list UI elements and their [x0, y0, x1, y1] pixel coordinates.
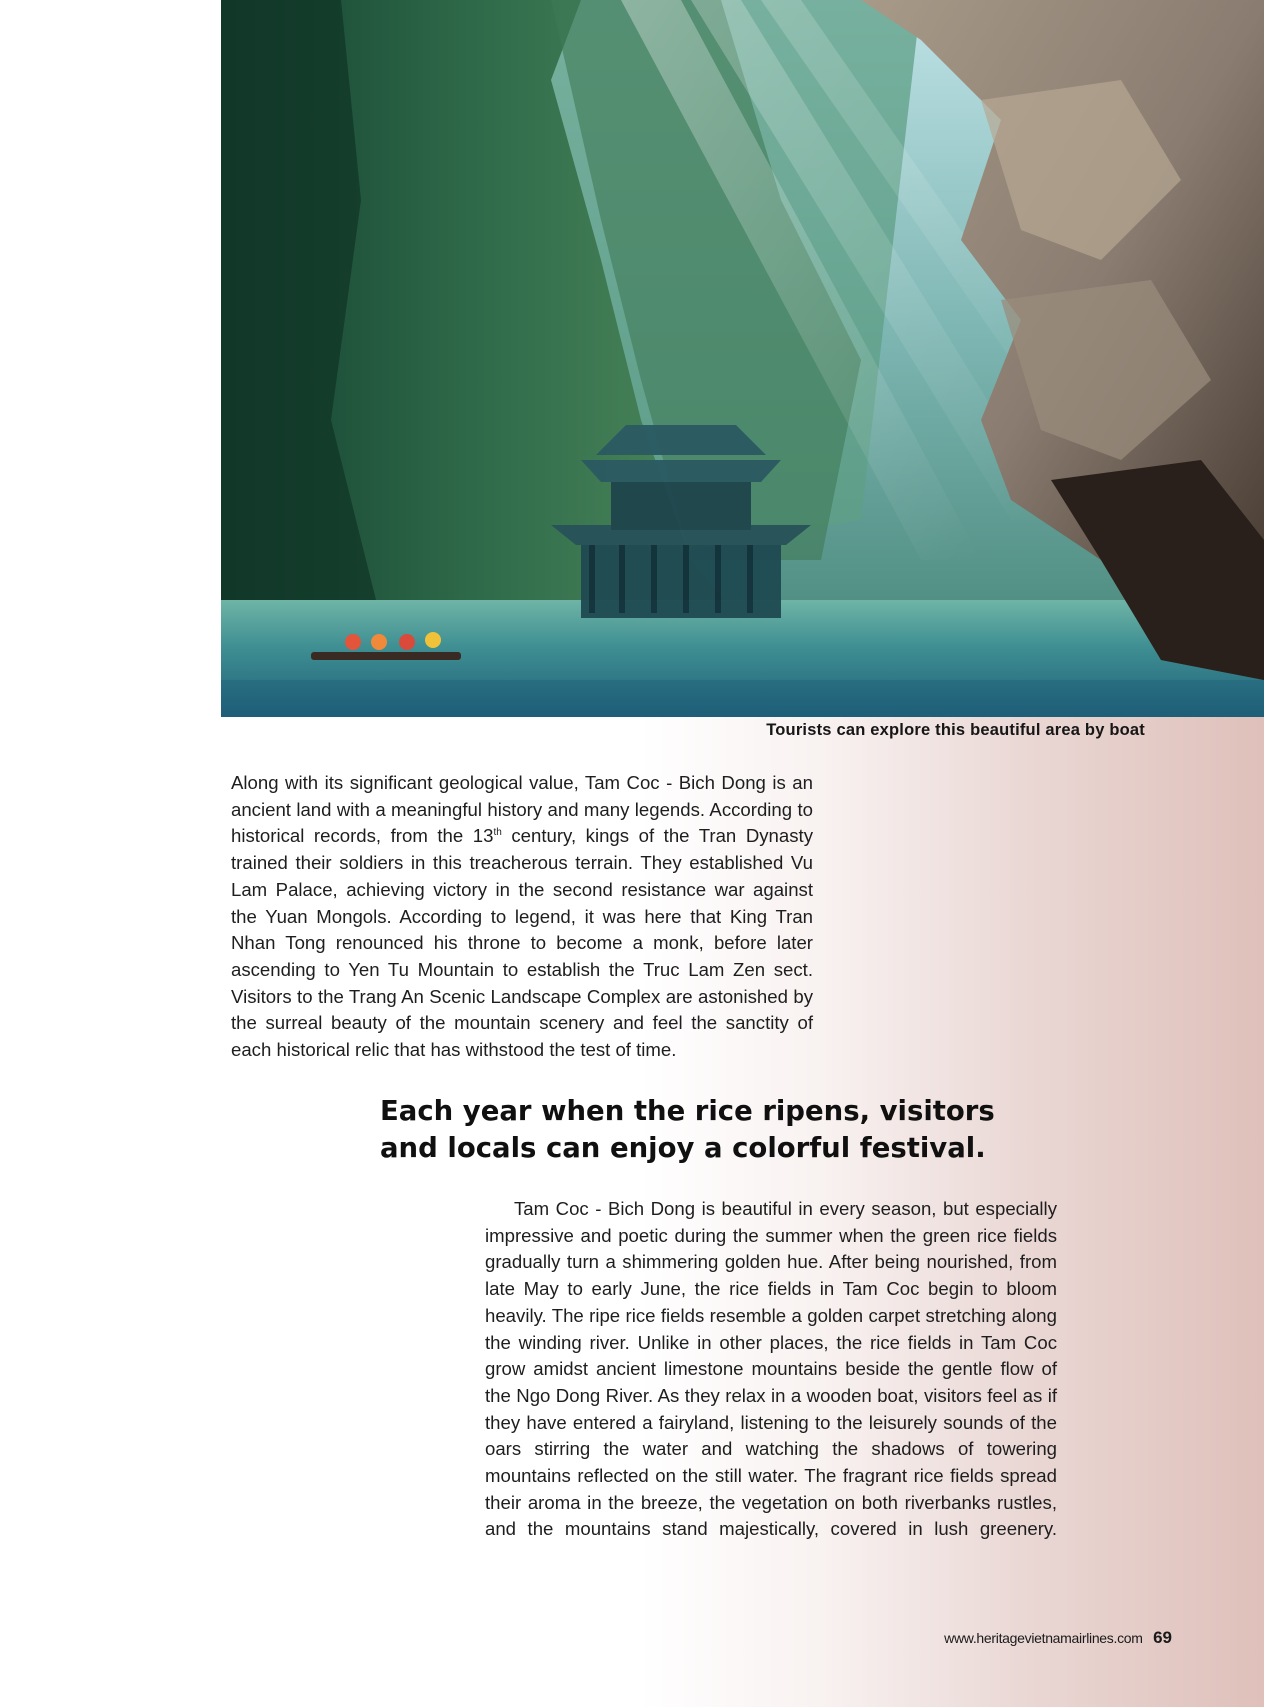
landscape-photo-icon: [221, 0, 1264, 717]
ordinal-superscript: th: [493, 827, 502, 839]
hero-photo: [221, 0, 1264, 717]
photo-caption: Tourists can explore this beautiful area by boat: [766, 721, 1145, 739]
page-footer: [900, 1628, 1172, 1648]
paragraph-lead: Along with its significant geological value, Tam Coc - Bich Dong is an ancient land with a meaningful history and many legends. According to historical records, from the 13: [231, 772, 813, 847]
body-paragraph-history: [231, 770, 813, 1064]
pull-quote: Each year when the rice ripens, visitors and locals can enjoy a colorful festival.: [380, 1095, 995, 1164]
footer-url: www.heritagevietnamairlines.com: [944, 1630, 1143, 1646]
body-paragraph-rice-season: Tam Coc - Bich Dong is beautiful in every season, but especially impressive and poetic during the summer when the green rice fields gradually turn a shimmering golden hue. After being nourished, from late May to early June, the rice fields in Tam Coc begin to bloom heavily. The ripe rice fields resemble a golden carpet stretching along the winding river. Unlike in other places, the rice fields in Tam Coc grow amidst ancient limestone mountains beside the gentle flow of the Ngo Dong River. As they relax in a wooden boat, visitors feel as if they have entered a fairyland, listening to the leisurely sounds of the oars stirring the water and watching the shadows of towering mountains reflected on the still water. The fragrant rice fields spread their aroma in the breeze, the vegetation on both riverbanks rustles, and the mountains stand majestically, covered in lush greenery.: [485, 1198, 1057, 1540]
page-number: 69: [1153, 1628, 1172, 1647]
paragraph-rest: century, kings of the Tran Dynasty trained their soldiers in this treacherous terrain. They established Vu Lam Palace, achieving victory in the second resistance war against the Yuan Mongols. According to legend, it was here that King Tran Nhan Tong renounced his throne to become a monk, before later ascending to Yen Tu Mountain to establish the Truc Lam Zen sect. Visitors to the Trang An Scenic Landscape Complex are astonished by the surreal beauty of the mountain scenery and feel the sanctity of each historical relic that has withstood the test of time.: [231, 825, 813, 1061]
